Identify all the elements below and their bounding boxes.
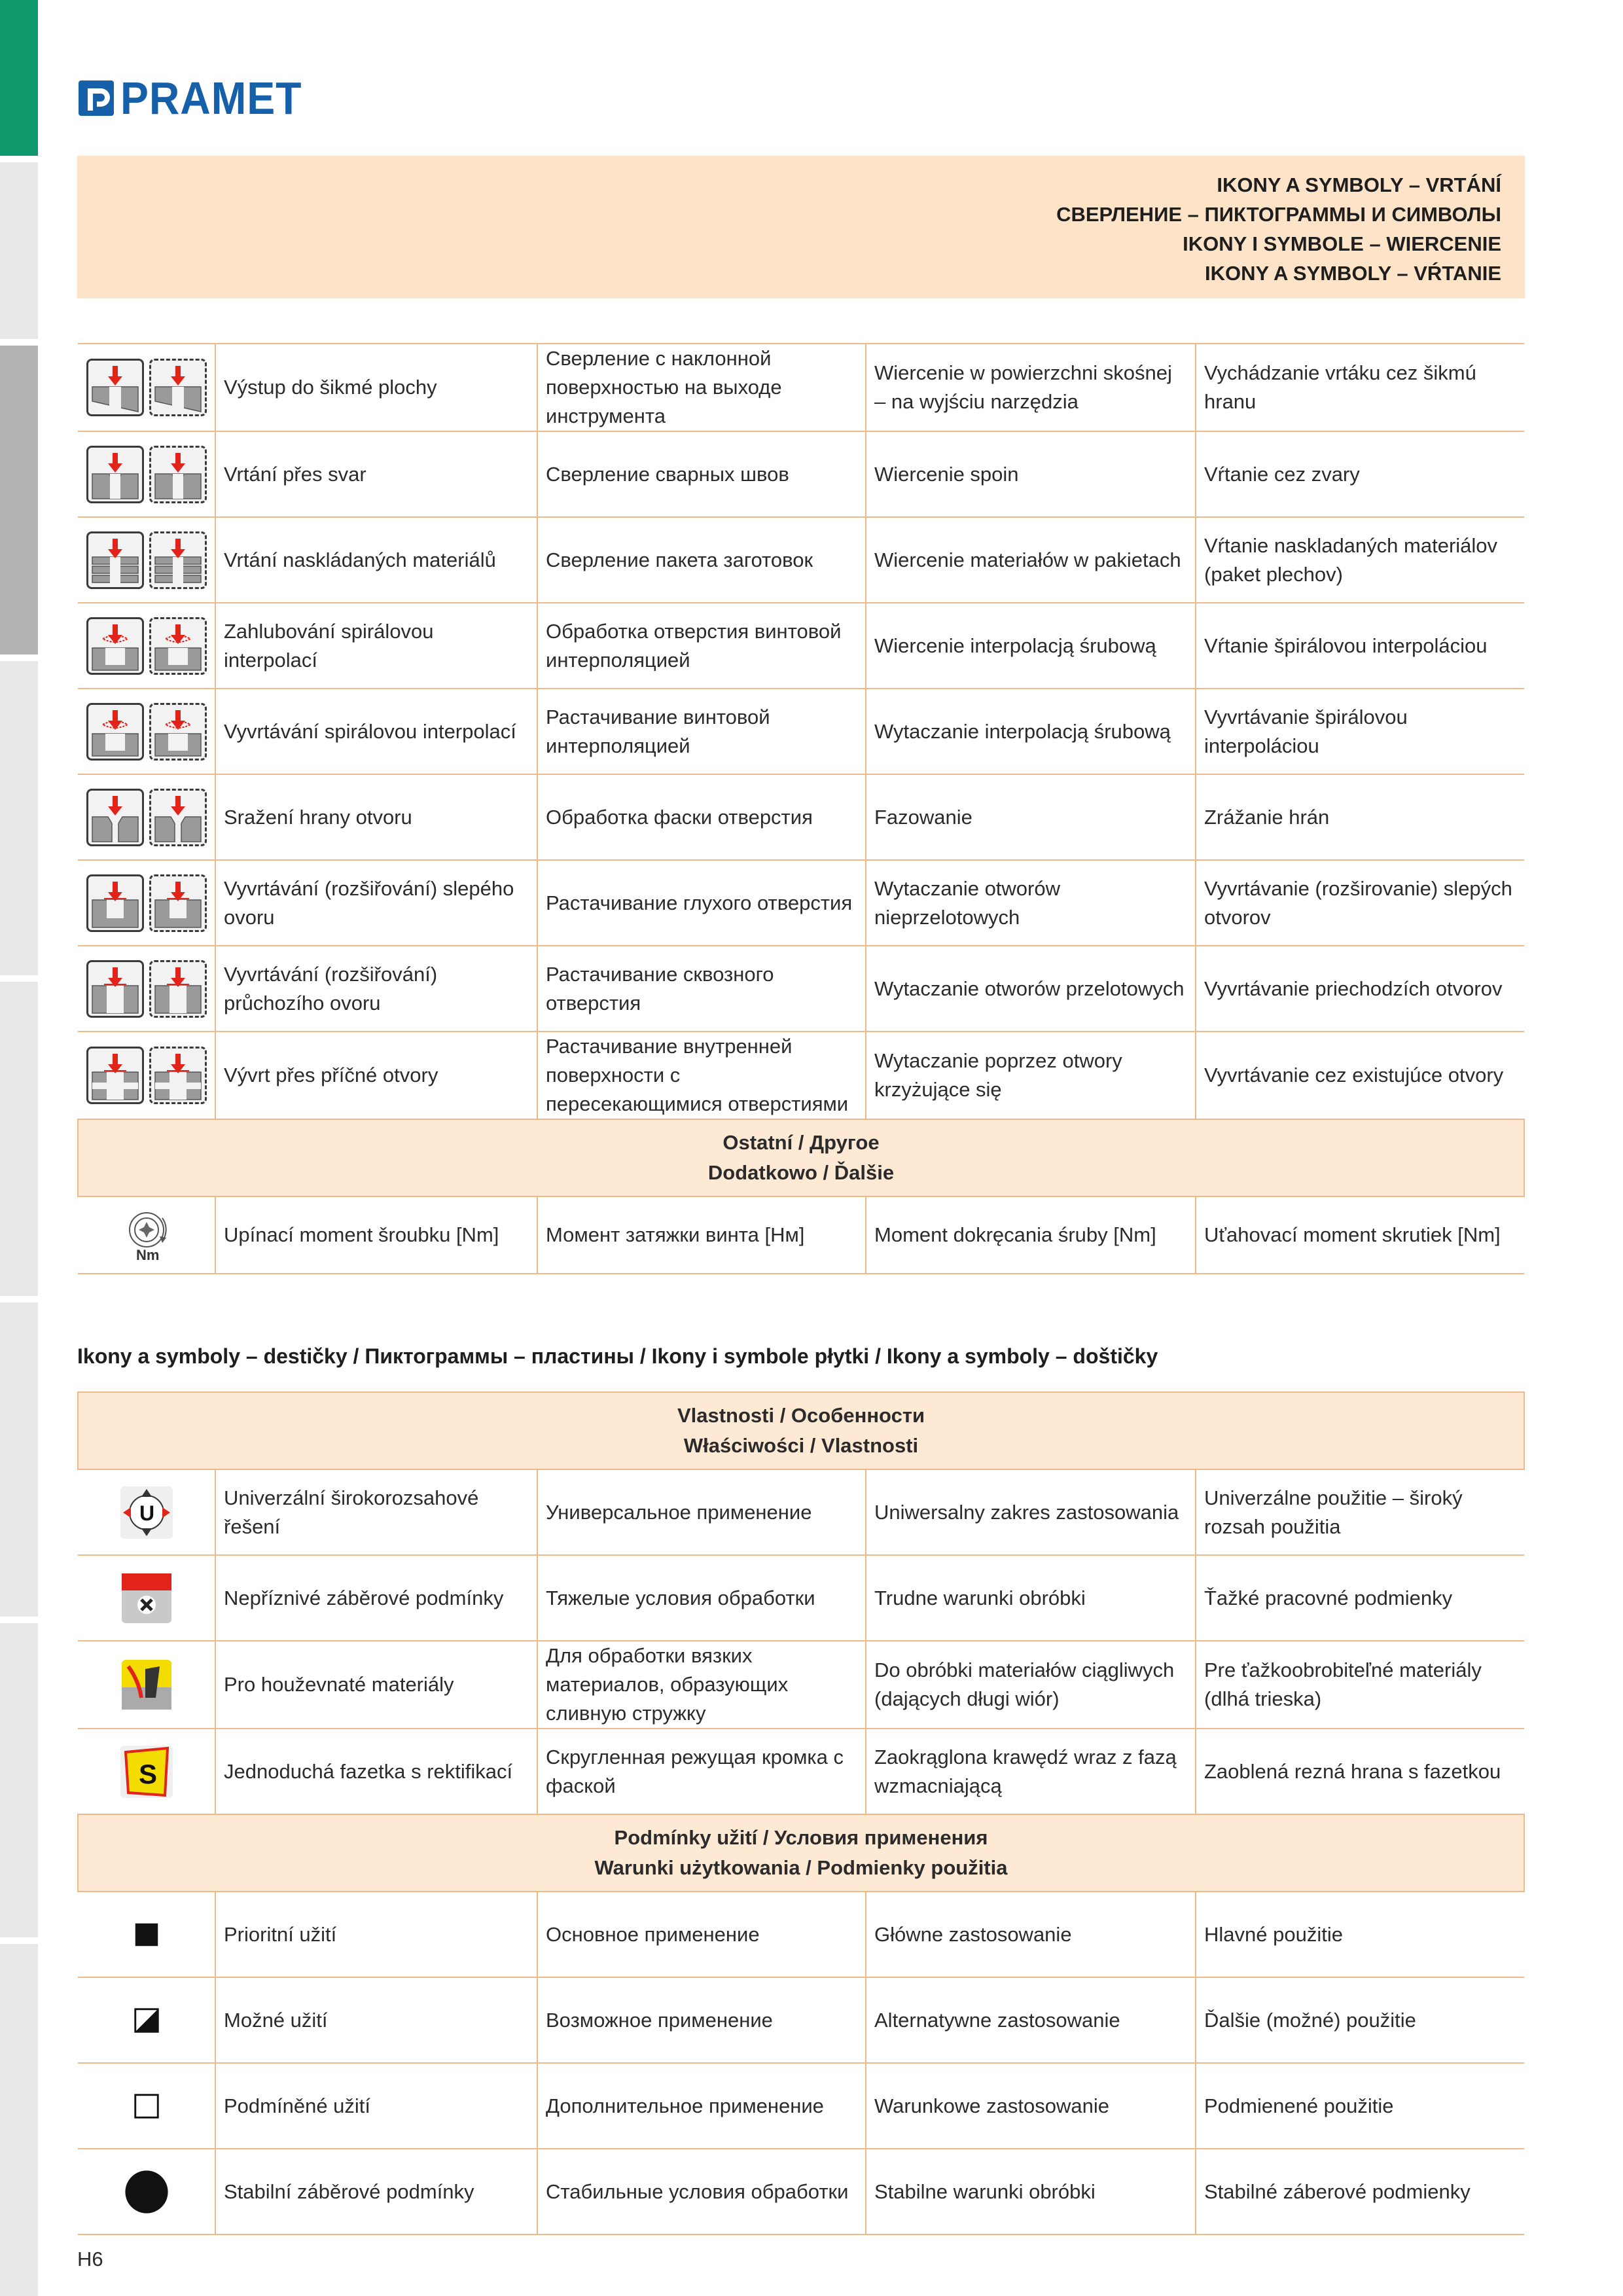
tough-materials-icon <box>116 1655 177 1715</box>
cell-pl: Alternatywne zastosowanie <box>866 1977 1196 2063</box>
cell-cz: Upínací moment šroubku [Nm] <box>215 1196 537 1274</box>
cell-ru: Растачивание винтовой интерполяцией <box>537 689 866 774</box>
heavy-conditions-icon <box>116 1568 177 1628</box>
helical-interpolation-drilling-icon <box>86 617 207 675</box>
insert-icons-table <box>77 1391 1525 2235</box>
torque-unit-label: Nm <box>135 1247 159 1263</box>
icon-cell <box>78 1641 215 1729</box>
rotating-workpiece-glyph <box>149 531 207 589</box>
cell-pl: Warunkowe zastosowanie <box>866 2063 1196 2149</box>
cell-ru: Обработка фаски отверстия <box>537 774 866 860</box>
half-filled-square-icon <box>116 1990 177 2051</box>
through-hole-boring-icon <box>86 960 207 1018</box>
table-row <box>78 1729 1524 1814</box>
rotating-tool-glyph <box>86 617 144 675</box>
cell-pl: Zaokrąglona krawędź wraz z fazą wzmacniającą <box>866 1729 1196 1814</box>
cell-pl: Wytaczanie poprzez otwory krzyżujące się <box>866 1031 1196 1119</box>
icon-cell <box>78 344 215 431</box>
drill-stacked-materials-icon <box>86 531 207 589</box>
cell-sk: Vŕtanie špirálovou interpoláciou <box>1196 603 1524 689</box>
section-heading-line: Vlastnosti / Особенности <box>677 1404 925 1427</box>
cell-ru: Универсальное применение <box>537 1469 866 1555</box>
icon-cell <box>78 860 215 946</box>
icon-cell <box>78 517 215 603</box>
cell-pl: Wiercenie spoin <box>866 431 1196 517</box>
cell-cz: Nepříznivé záběrové podmínky <box>215 1555 537 1641</box>
table-row <box>78 1031 1524 1119</box>
cell-cz: Jednoduchá fazetka s rektifikací <box>215 1729 537 1814</box>
cell-cz: Možné užití <box>215 1977 537 2063</box>
cell-pl: Wiercenie w powierzchni skośnej – na wyjściu narzędzia <box>866 344 1196 431</box>
section-tab <box>0 1623 38 1937</box>
table-row <box>78 1196 1524 1274</box>
cell-cz: Prioritní užití <box>215 1892 537 1977</box>
cell-ru: Растачивание глухого отверстия <box>537 860 866 946</box>
rotating-tool-glyph <box>86 359 144 416</box>
rotating-workpiece-glyph <box>149 703 207 761</box>
section-tab <box>0 982 38 1296</box>
cell-sk: Stabilné záberové podmienky <box>1196 2149 1524 2234</box>
cell-cz: Sražení hrany otvoru <box>215 774 537 860</box>
cell-pl: Wytaczanie otworów nieprzelotowych <box>866 860 1196 946</box>
cell-pl: Wytaczanie interpolacją śrubową <box>866 689 1196 774</box>
table-row <box>78 1555 1524 1641</box>
drilling-icons-table <box>77 343 1525 1274</box>
cell-ru: Для обработки вязких материалов, образующих сливную стружку <box>537 1641 866 1729</box>
drill-through-weld-icon <box>86 446 207 503</box>
section-header-row <box>78 1814 1524 1892</box>
rotating-workpiece-glyph <box>149 617 207 675</box>
cell-sk: Vŕtanie cez zvary <box>1196 431 1524 517</box>
rotating-workpiece-glyph <box>149 359 207 416</box>
icon-cell <box>78 431 215 517</box>
section-header-row <box>78 1119 1524 1196</box>
cell-sk: Vyvrtávanie (rozširovanie) slepých otvorov <box>1196 860 1524 946</box>
cell-pl: Do obróbki materiałów ciągliwych (dających długi wiór) <box>866 1641 1196 1729</box>
rotating-tool-glyph <box>86 531 144 589</box>
cell-pl: Główne zastosowanie <box>866 1892 1196 1977</box>
table-row <box>78 1892 1524 1977</box>
table-row <box>78 1977 1524 2063</box>
section-tab-current <box>0 346 38 655</box>
cell-ru: Дополнительное применение <box>537 2063 866 2149</box>
cell-cz: Vrtání naskládaných materiálů <box>215 517 537 603</box>
section-header-row <box>78 1392 1524 1469</box>
filled-circle-icon <box>116 2162 177 2222</box>
cell-ru: Момент затяжки винта [Нм] <box>537 1196 866 1274</box>
section-tab <box>0 1944 38 2296</box>
cell-ru: Сверление с наклонной поверхностью на выходе инструмента <box>537 344 866 431</box>
cell-sk: Vyvrtávanie priechodzích otvorov <box>1196 946 1524 1031</box>
icon-cell <box>78 689 215 774</box>
rotating-workpiece-glyph <box>149 1047 207 1104</box>
rotating-tool-glyph <box>86 703 144 761</box>
cell-pl: Wytaczanie otworów przelotowych <box>866 946 1196 1031</box>
cell-ru: Обработка отверстия винтовой интерполяцией <box>537 603 866 689</box>
section-heading <box>78 1119 1524 1196</box>
table-row <box>78 2149 1524 2234</box>
section-heading-line: Ostatní / Другое <box>722 1131 880 1154</box>
section-heading <box>78 1814 1524 1892</box>
icon-cell <box>78 2063 215 2149</box>
table-row <box>78 860 1524 946</box>
chamfering-icon <box>86 789 207 846</box>
cell-sk: Ťažké pracovné podmienky <box>1196 1555 1524 1641</box>
section-heading-line: Podmínky užití / Условия применения <box>614 1826 988 1849</box>
cell-ru: Скругленная режущая кромка с фаской <box>537 1729 866 1814</box>
table-row <box>78 2063 1524 2149</box>
cross-hole-boring-icon <box>86 1047 207 1104</box>
table-row <box>78 431 1524 517</box>
cell-pl: Stabilne warunki obróbki <box>866 2149 1196 2234</box>
rotating-tool-glyph <box>86 789 144 846</box>
torque-nm-icon <box>116 1205 177 1265</box>
cell-sk: Zrážanie hrán <box>1196 774 1524 860</box>
cell-cz: Zahlubování spirálovou interpolací <box>215 603 537 689</box>
icon-letter: S <box>138 1758 157 1789</box>
table-row <box>78 1469 1524 1555</box>
title-ru: СВЕРЛЕНИЕ – ПИКТОГРАММЫ И СИМВОЛЫ <box>1056 203 1501 226</box>
section-heading-line: Dodatkowo / Ďalšie <box>707 1161 895 1184</box>
cell-ru: Тяжелые условия обработки <box>537 1555 866 1641</box>
brand-logo <box>77 73 318 124</box>
title-pl: IKONY I SYMBOLE – WIERCENIE <box>1183 232 1501 255</box>
cell-pl: Wiercenie materiałów w pakietach <box>866 517 1196 603</box>
rotating-workpiece-glyph <box>149 446 207 503</box>
cell-cz: Výstup do šikmé plochy <box>215 344 537 431</box>
table-row <box>78 774 1524 860</box>
cell-cz: Univerzální širokorozsahové řešení <box>215 1469 537 1555</box>
cell-ru: Растачивание сквозного отверстия <box>537 946 866 1031</box>
title-cz: IKONY A SYMBOLY – VRTÁNÍ <box>1217 173 1501 196</box>
s-edge-icon <box>116 1742 177 1802</box>
icon-cell <box>78 1469 215 1555</box>
cell-ru: Сверление сварных швов <box>537 431 866 517</box>
section-heading <box>78 1392 1524 1469</box>
section-tab-active <box>0 0 38 156</box>
icon-cell <box>78 1892 215 1977</box>
page-header-band <box>77 156 1525 298</box>
blind-hole-boring-icon <box>86 874 207 932</box>
cell-pl: Uniwersalny zakres zastosowania <box>866 1469 1196 1555</box>
universal-u-icon <box>116 1482 177 1543</box>
empty-square-icon <box>116 2076 177 2136</box>
page-title <box>1056 170 1501 288</box>
rotating-tool-glyph <box>86 1047 144 1104</box>
table-row <box>78 517 1524 603</box>
icon-cell <box>78 1729 215 1814</box>
drill-exit-inclined-icon <box>86 359 207 416</box>
table-row <box>78 603 1524 689</box>
cell-sk: Univerzálne použitie – široký rozsah použitia <box>1196 1469 1524 1555</box>
cell-cz: Stabilní záběrové podmínky <box>215 2149 537 2234</box>
section-tab <box>0 162 38 339</box>
rotating-tool-glyph <box>86 960 144 1018</box>
cell-sk: Pre ťažkoobrobiteľné materiály (dlhá trieska) <box>1196 1641 1524 1729</box>
cell-ru: Сверление пакета заготовок <box>537 517 866 603</box>
table-row <box>78 1641 1524 1729</box>
helical-interpolation-boring-icon <box>86 703 207 761</box>
inserts-subtitle: Ikony a symboly – destičky / Пиктограммы – пластины / Ikony i symbole płytki / Ikony a symboly – doštičky <box>77 1344 1158 1368</box>
cell-pl: Wiercenie interpolacją śrubową <box>866 603 1196 689</box>
cell-ru: Растачивание внутренней поверхности с пересекающимися отверстиями <box>537 1031 866 1119</box>
table-row <box>78 689 1524 774</box>
cell-sk: Ďalšie (možné) použitie <box>1196 1977 1524 2063</box>
icon-cell <box>78 946 215 1031</box>
icon-cell <box>78 2149 215 2234</box>
cell-cz: Vývrt přes příčné otvory <box>215 1031 537 1119</box>
cell-sk: Vyvrtávanie špirálovou interpoláciou <box>1196 689 1524 774</box>
rotating-workpiece-glyph <box>149 960 207 1018</box>
cell-cz: Vyvrtávání (rozšiřování) průchozího ovoru <box>215 946 537 1031</box>
filled-square-icon <box>116 1905 177 1965</box>
cell-sk: Zaoblená rezná hrana s fazetkou <box>1196 1729 1524 1814</box>
cell-sk: Vychádzanie vrtáku cez šikmú hranu <box>1196 344 1524 431</box>
icon-cell <box>78 1555 215 1641</box>
cell-sk: Vŕtanie naskladaných materiálov (paket plechov) <box>1196 517 1524 603</box>
section-heading-line: Właściwości / Vlastnosti <box>683 1434 919 1457</box>
section-heading-line: Warunki użytkowania / Podmienky použitia <box>594 1856 1008 1879</box>
section-tab <box>0 1302 38 1617</box>
icon-cell <box>78 1977 215 2063</box>
cell-ru: Возможное применение <box>537 1977 866 2063</box>
cell-cz: Podmíněné užití <box>215 2063 537 2149</box>
brand-name: PRAMET <box>120 73 302 124</box>
rotating-workpiece-glyph <box>149 874 207 932</box>
cell-cz: Vyvrtávání (rozšiřování) slepého ovoru <box>215 860 537 946</box>
rotating-workpiece-glyph <box>149 789 207 846</box>
icon-cell <box>78 774 215 860</box>
cell-ru: Стабильные условия обработки <box>537 2149 866 2234</box>
icon-letter: U <box>139 1501 154 1525</box>
cell-pl: Trudne warunki obróbki <box>866 1555 1196 1641</box>
table-row <box>78 946 1524 1031</box>
page-number: H6 <box>77 2248 103 2270</box>
pramet-logo-icon <box>77 79 115 117</box>
cell-sk: Vyvrtávanie cez existujúce otvory <box>1196 1031 1524 1119</box>
cell-sk: Podmienené použitie <box>1196 2063 1524 2149</box>
section-tab <box>0 661 38 975</box>
cell-pl: Fazowanie <box>866 774 1196 860</box>
rotating-tool-glyph <box>86 874 144 932</box>
table-row <box>78 344 1524 431</box>
icon-cell <box>78 603 215 689</box>
icon-cell <box>78 1196 215 1274</box>
icon-cell <box>78 1031 215 1119</box>
cell-sk: Uťahovací moment skrutiek [Nm] <box>1196 1196 1524 1274</box>
cell-ru: Основное применение <box>537 1892 866 1977</box>
cell-cz: Vyvrtávání spirálovou interpolací <box>215 689 537 774</box>
cell-cz: Vrtání přes svar <box>215 431 537 517</box>
rotating-tool-glyph <box>86 446 144 503</box>
cell-pl: Moment dokręcania śruby [Nm] <box>866 1196 1196 1274</box>
cell-sk: Hlavné použitie <box>1196 1892 1524 1977</box>
cell-cz: Pro houževnaté materiály <box>215 1641 537 1729</box>
title-sk: IKONY A SYMBOLY – VŔTANIE <box>1204 262 1501 285</box>
